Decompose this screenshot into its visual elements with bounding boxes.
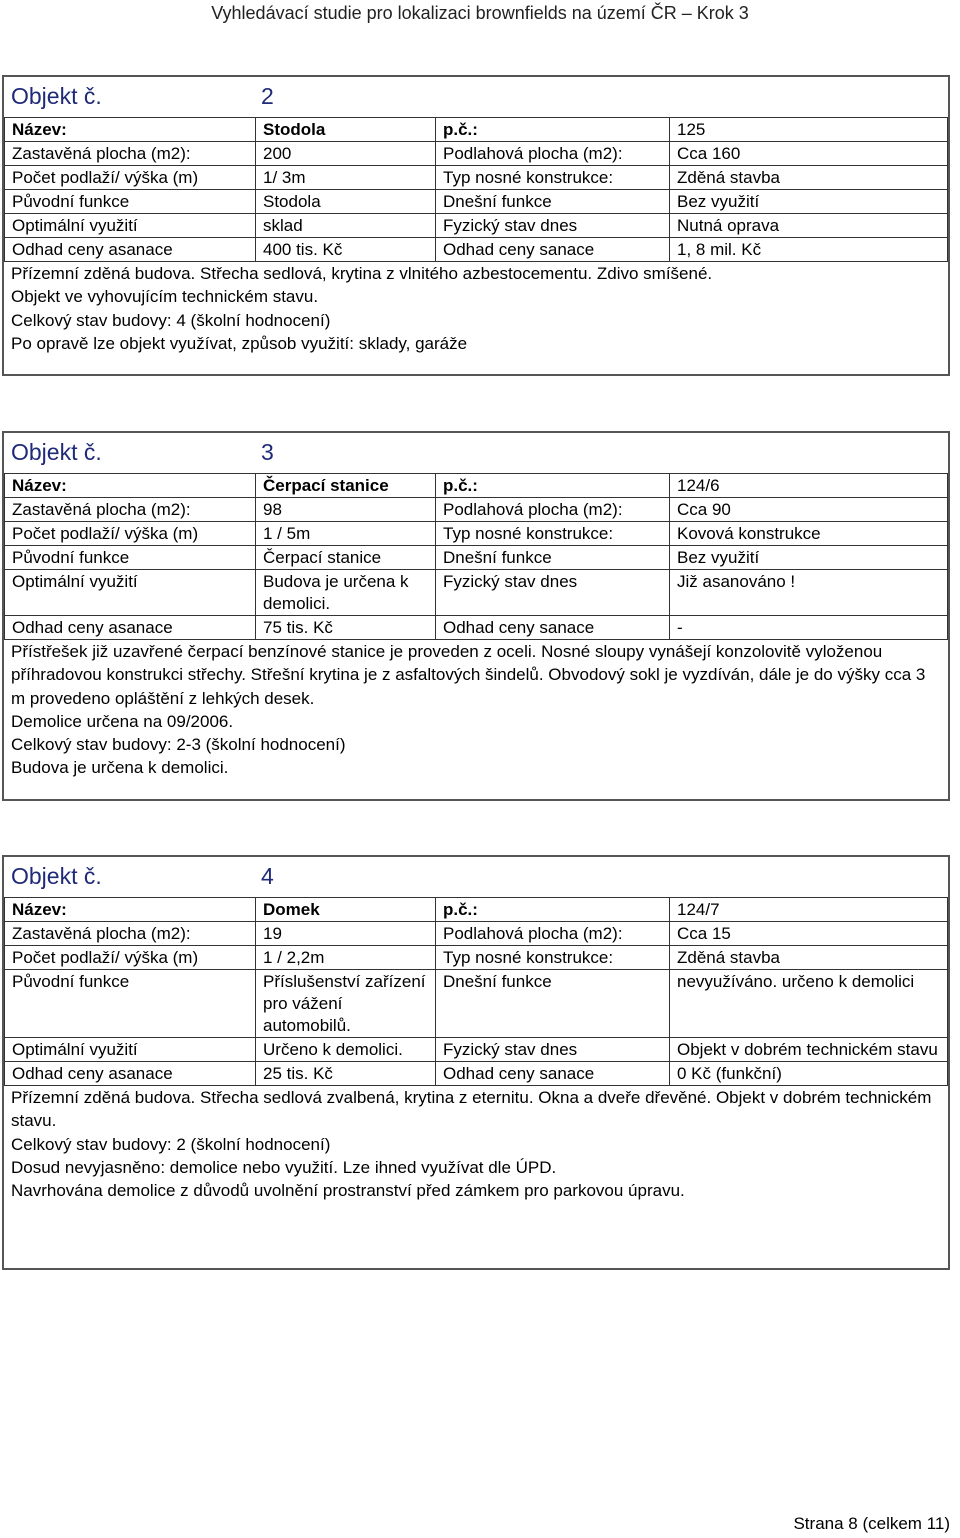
table-row [5,898,948,922]
table-cell: Stodola [256,190,436,214]
table-cell: Podlahová plocha (m2): [436,922,670,946]
table-cell: 25 tis. Kč [256,1062,436,1086]
table-cell: Fyzický stav dnes [436,570,670,616]
table-row [5,970,948,1038]
table-cell: nevyužíváno. určeno k demolici [670,970,948,1038]
table-row [5,190,948,214]
table-cell: 124/7 [670,898,948,922]
table-cell: - [670,616,948,640]
table-row [5,546,948,570]
description-line: Objekt ve vyhovujícím technickém stavu. [11,287,319,307]
object-title-label: Objekt č. [11,83,102,109]
object-description [4,640,948,784]
object-properties-table [4,117,948,262]
page-header: Vyhledávací studie pro lokalizaci brownfields na území ČR – Krok 3 [211,3,749,23]
table-cell: Typ nosné konstrukce: [436,522,670,546]
table-cell: p.č.: [436,474,670,498]
object-description [4,262,948,359]
table-cell: Budova je určena k demolici. [256,570,436,616]
table-cell: Odhad ceny sanace [436,238,670,262]
table-cell: Název: [5,118,256,142]
table-row [5,142,948,166]
table-cell: Zastavěná plocha (m2): [5,142,256,166]
object-card-2 [2,75,950,376]
table-cell: 75 tis. Kč [256,616,436,640]
table-cell: Odhad ceny asanace [5,238,256,262]
description-line: Celkový stav budovy: 2-3 (školní hodnocení) [11,735,346,755]
table-row [5,522,948,546]
description-line: Celkový stav budovy: 2 (školní hodnocení) [11,1134,331,1154]
table-row [5,946,948,970]
table-cell: Počet podlaží/ výška (m) [5,166,256,190]
table-row [5,118,948,142]
table-cell: Stodola [256,118,436,142]
table-cell: Počet podlaží/ výška (m) [5,946,256,970]
table-cell: Cca 15 [670,922,948,946]
table-cell: Dnešní funkce [436,546,670,570]
table-cell: 1 / 2,2m [256,946,436,970]
table-cell: 1 / 5m [256,522,436,546]
table-cell: Původní funkce [5,546,256,570]
table-cell: 19 [256,922,436,946]
table-cell: p.č.: [436,118,670,142]
object-title [4,857,948,897]
table-cell: Podlahová plocha (m2): [436,142,670,166]
table-row [5,1062,948,1086]
table-cell: Cca 90 [670,498,948,522]
table-cell: p.č.: [436,898,670,922]
table-cell: Objekt v dobrém technickém stavu [670,1038,948,1062]
table-cell: Původní funkce [5,970,256,1038]
table-cell: 125 [670,118,948,142]
table-cell: Odhad ceny asanace [5,616,256,640]
table-cell: Optimální využití [5,214,256,238]
description-line: Po opravě lze objekt využívat, způsob využití: sklady, garáže [11,333,468,353]
table-cell: Odhad ceny asanace [5,1062,256,1086]
object-title-label: Objekt č. [11,863,102,889]
table-cell: Dnešní funkce [436,190,670,214]
table-cell: Fyzický stav dnes [436,1038,670,1062]
table-cell: 400 tis. Kč [256,238,436,262]
table-cell: Cca 160 [670,142,948,166]
table-cell: 0 Kč (funkční) [670,1062,948,1086]
table-cell: Fyzický stav dnes [436,214,670,238]
description-line: Navrhována demolice z důvodů uvolnění prostranství před zámkem pro parkovou úpravu. [11,1181,685,1201]
table-cell: Název: [5,474,256,498]
table-cell: Zastavěná plocha (m2): [5,498,256,522]
table-cell: Již asanováno ! [670,570,948,616]
table-cell: Příslušenství zařízení pro vážení automobilů. [256,970,436,1038]
table-cell: Čerpací stanice [256,546,436,570]
description-line: Přístřešek již uzavřené čerpací benzínové stanice je proveden z oceli. Nosné sloupy vynášejí konzolovitě vyloženou příhradovou konstrukci střechy. Střešní krytina je z asfaltových šindelů. Obvodový sokl je vyzdíván, dále je do výšky cca 3 m provedeno opláštění z lehkých desek. [11,642,926,708]
table-cell: Dnešní funkce [436,970,670,1038]
object-number: 3 [261,439,274,465]
object-number: 2 [261,83,274,109]
table-cell: 124/6 [670,474,948,498]
table-cell: 98 [256,498,436,522]
description-line: Budova je určena k demolici. [11,758,229,778]
table-cell: Podlahová plocha (m2): [436,498,670,522]
object-title-label: Objekt č. [11,439,102,465]
table-row [5,1038,948,1062]
object-description [4,1086,948,1206]
table-row [5,166,948,190]
object-title [4,433,948,473]
table-cell: Bez využití [670,546,948,570]
page-footer: Strana 8 (celkem 11) [793,1514,950,1533]
table-cell: Zděná stavba [670,166,948,190]
table-cell: 1, 8 mil. Kč [670,238,948,262]
description-line: Přízemní zděná budova. Střecha sedlová zvalbená, krytina z eternitu. Okna a dveře dřevěné. Objekt v dobrém technickém stavu. [11,1088,932,1131]
description-line: Demolice určena na 09/2006. [11,711,234,731]
table-row [5,498,948,522]
table-row [5,214,948,238]
table-row [5,616,948,640]
description-line: Celkový stav budovy: 4 (školní hodnocení) [11,310,331,330]
table-cell: 200 [256,142,436,166]
object-title [4,77,948,117]
description-line: Dosud nevyjasněno: demolice nebo využití. Lze ihned využívat dle ÚPD. [11,1157,557,1177]
table-cell: Zastavěná plocha (m2): [5,922,256,946]
description-line: Přízemní zděná budova. Střecha sedlová, krytina z vlnitého azbestocementu. Zdivo smíšené. [11,264,713,283]
table-cell: Odhad ceny sanace [436,1062,670,1086]
table-cell: Typ nosné konstrukce: [436,166,670,190]
table-row [5,570,948,616]
table-row [5,922,948,946]
table-cell: Optimální využití [5,570,256,616]
table-cell: Typ nosné konstrukce: [436,946,670,970]
table-cell: Bez využití [670,190,948,214]
table-cell: Kovová konstrukce [670,522,948,546]
table-cell: Původní funkce [5,190,256,214]
object-card-4 [2,855,950,1270]
table-cell: Odhad ceny sanace [436,616,670,640]
table-cell: Zděná stavba [670,946,948,970]
table-cell: Nutná oprava [670,214,948,238]
object-number: 4 [261,863,274,889]
object-properties-table [4,897,948,1086]
table-cell: 1/ 3m [256,166,436,190]
table-cell: sklad [256,214,436,238]
table-cell: Čerpací stanice [256,474,436,498]
table-cell: Název: [5,898,256,922]
object-card-3 [2,431,950,801]
table-cell: Domek [256,898,436,922]
table-cell: Počet podlaží/ výška (m) [5,522,256,546]
table-row [5,238,948,262]
table-cell: Určeno k demolici. [256,1038,436,1062]
table-row [5,474,948,498]
table-cell: Optimální využití [5,1038,256,1062]
object-properties-table [4,473,948,640]
